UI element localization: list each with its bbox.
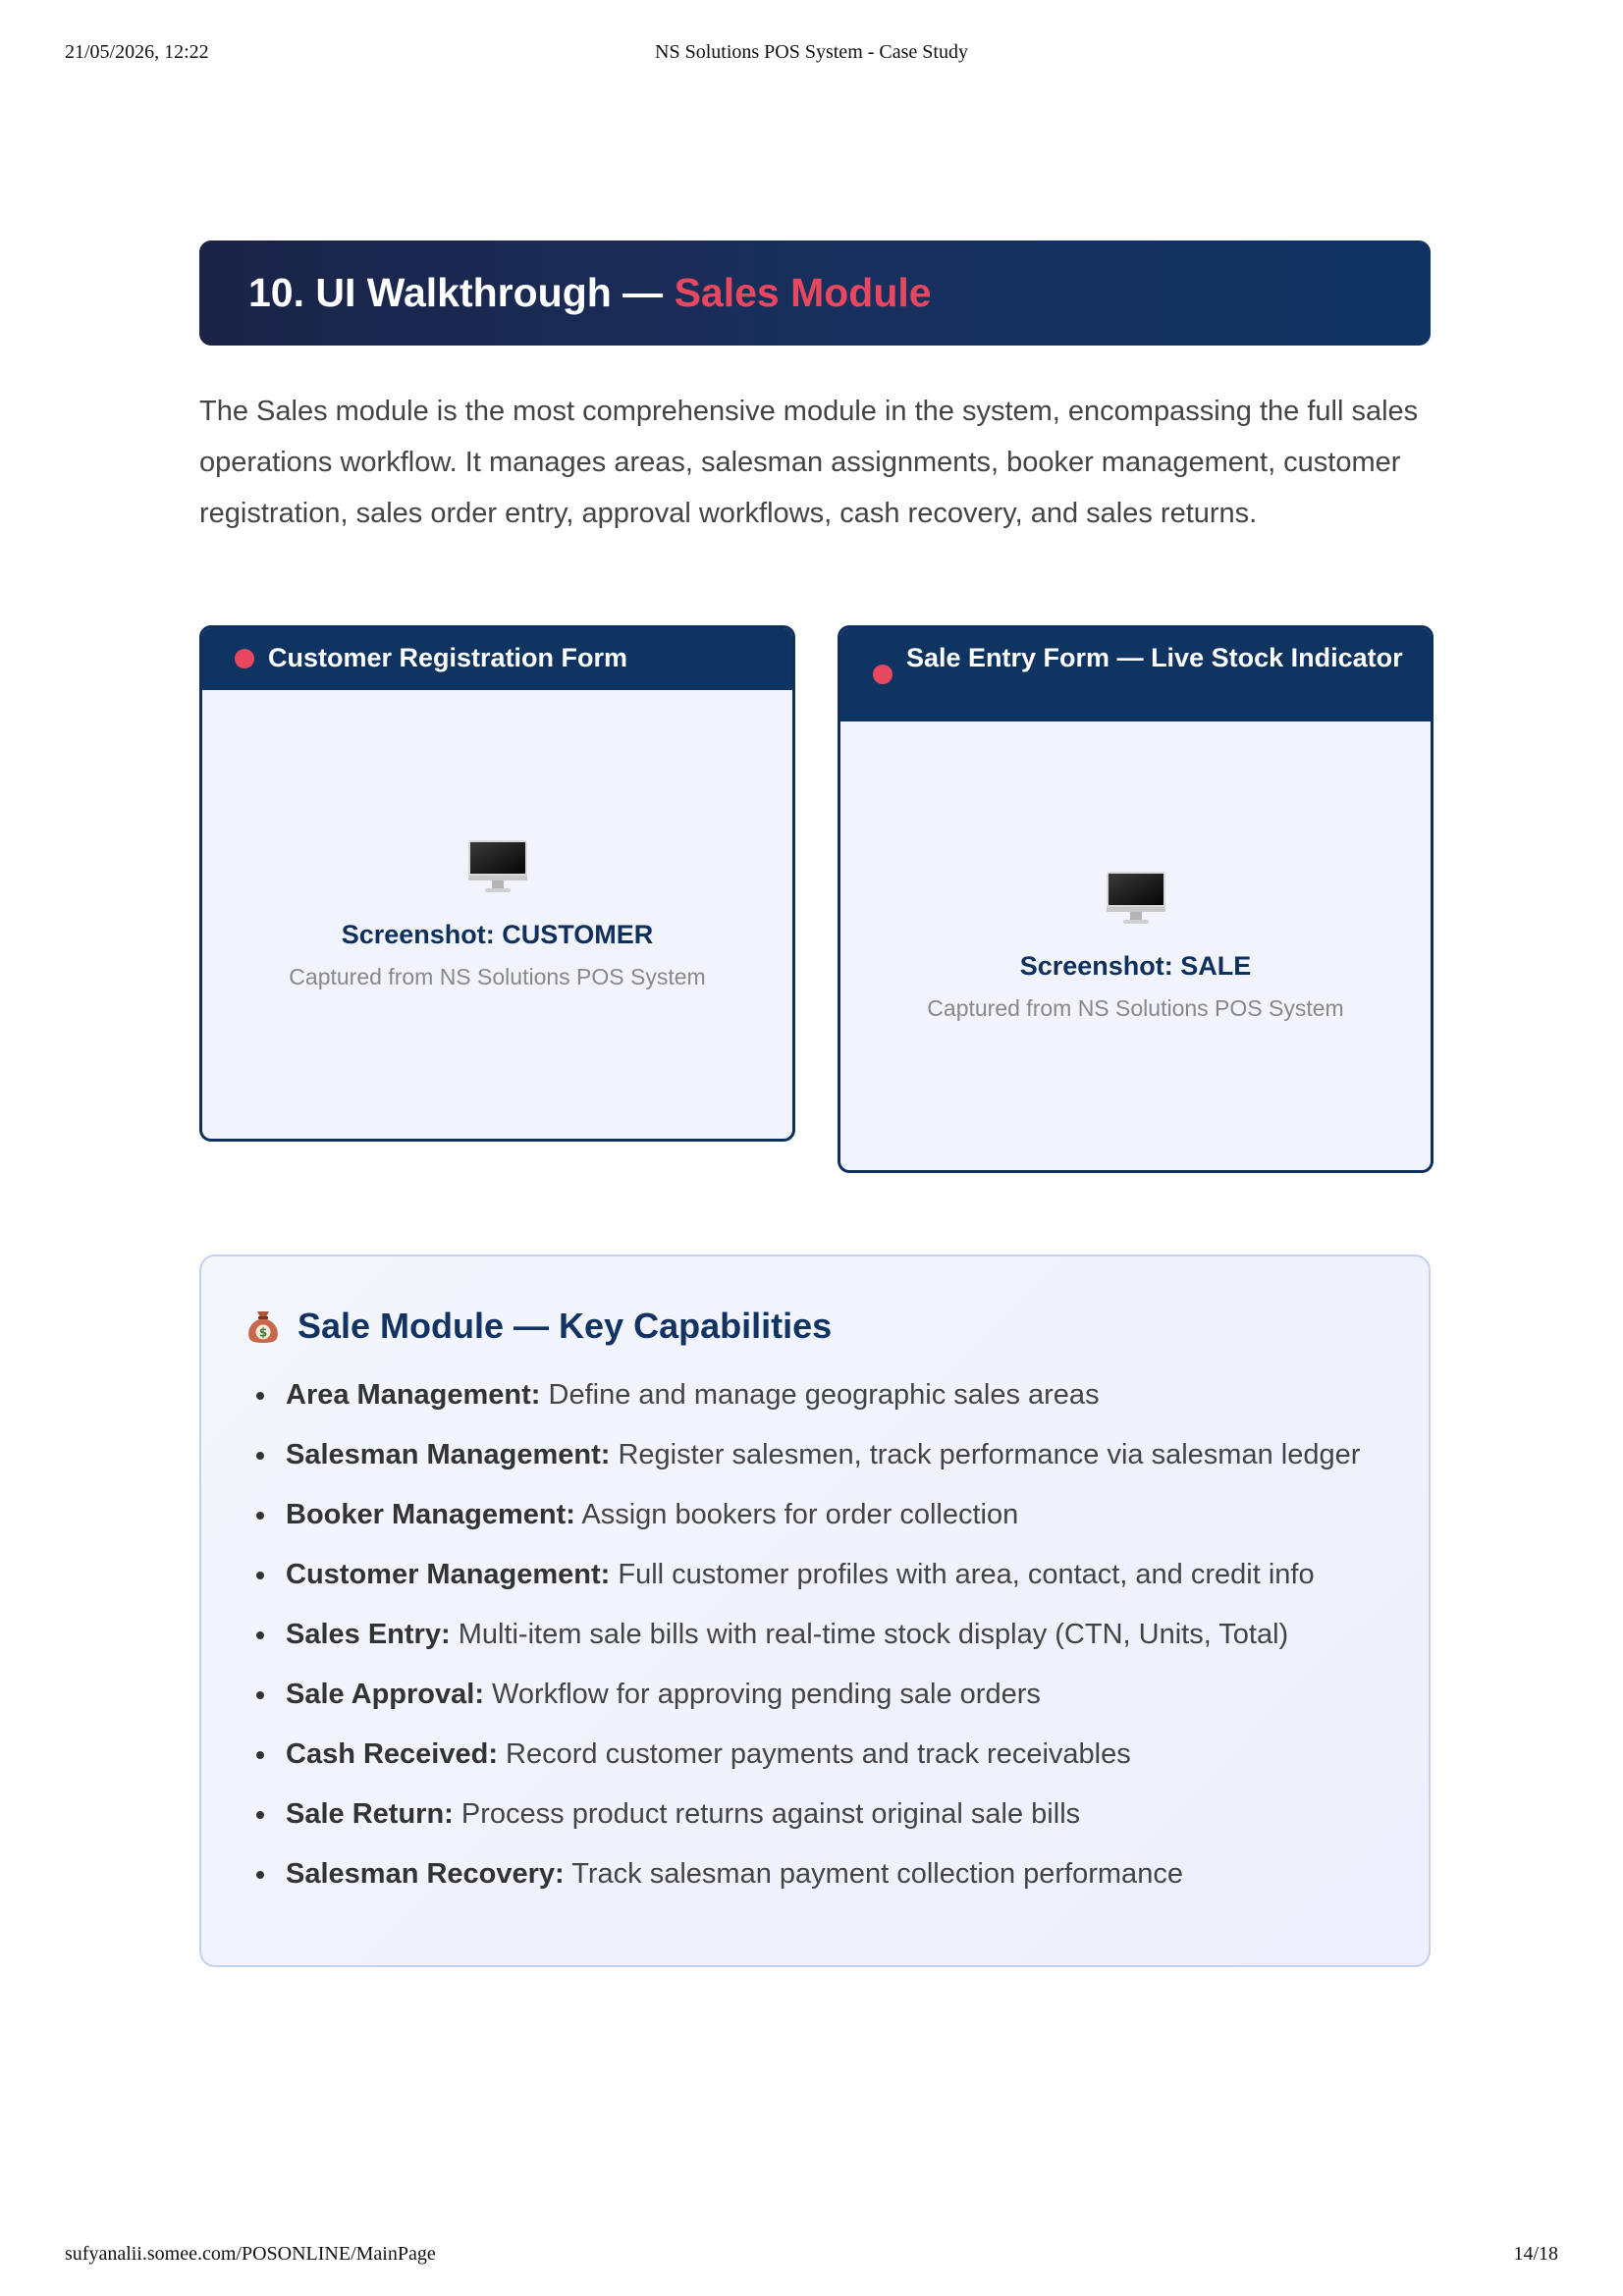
capability-label: Booker Management: [286,1499,575,1530]
capabilities-list [286,1369,1405,1908]
screenshot-title: Screenshot: SALE [1019,950,1252,981]
capability-label: Customer Management: [286,1559,611,1590]
money-bag-icon [246,1308,280,1345]
screenshot-card-customer [199,625,795,1142]
red-dot-icon [873,665,893,684]
monitor-icon [467,839,528,894]
list-item [286,1609,1405,1669]
capability-text: Define and manage geographic sales areas [540,1379,1100,1411]
list-item [286,1489,1405,1549]
capability-label: Sale Return: [286,1798,454,1830]
capability-label: Sale Approval: [286,1679,484,1710]
screenshot-caption: Captured from NS Solutions POS System [289,963,706,989]
capabilities-box [199,1255,1431,1967]
screenshot-card-header [840,628,1431,721]
intro-paragraph: The Sales module is the most comprehensive module in the system, encompassing the full sales operations workflow. It manages areas, salesman assignments, booker management, customer registration, sales order entry, approval workflows, cash recovery, and sales returns. [199,396,1419,529]
monitor-icon [1106,871,1166,926]
capability-text: Workflow for approving pending sale orders [483,1679,1041,1710]
print-page-number: 14/18 [1513,2243,1558,2265]
list-item [286,1729,1405,1789]
svg-text:$: $ [258,1325,268,1340]
capability-text: Multi-item sale bills with real-time stock display (CTN, Units, Total) [450,1619,1289,1650]
list-item [286,1369,1405,1429]
capability-label: Sales Entry: [286,1619,451,1650]
screenshot-placeholder [202,690,792,1139]
screenshot-placeholder [840,721,1431,1170]
capability-text: Record customer payments and track receivables [498,1738,1131,1770]
capability-label: Cash Received: [286,1738,498,1770]
list-item [286,1549,1405,1609]
capability-label: Salesman Recovery: [286,1858,565,1890]
screenshot-title: Screenshot: CUSTOMER [341,919,654,949]
print-datetime: 21/05/2026, 12:22 [65,41,209,63]
red-dot-icon [235,649,254,668]
list-item [286,1429,1405,1489]
screenshot-card-header-label: Customer Registration Form [268,643,628,672]
capability-text: Track salesman payment collection performance [564,1858,1183,1890]
capability-label: Salesman Management: [286,1439,611,1470]
capability-text: Full customer profiles with area, contact, and credit info [610,1559,1315,1590]
screenshot-card-header-label: Sale Entry Form — Live Stock Indicator [906,643,1403,672]
capability-text: Assign bookers for order collection [574,1499,1019,1530]
print-url: sufyanalii.somee.com/POSONLINE/MainPage [65,2243,436,2265]
capability-text: Process product returns against original sale bills [453,1798,1081,1830]
capability-label: Area Management: [286,1379,541,1411]
section-banner [199,240,1431,346]
section-title-accent: Sales Module [674,270,932,315]
screenshot-card-sale [838,625,1434,1173]
capability-text: Register salesmen, track performance via salesman ledger [610,1439,1361,1470]
screenshot-caption: Captured from NS Solutions POS System [927,994,1344,1021]
capabilities-heading [246,1306,832,1347]
section-title [248,270,932,316]
print-document-title: NS Solutions POS System - Case Study [655,41,968,63]
list-item [286,1789,1405,1848]
list-item [286,1848,1405,1908]
screenshot-card-header [202,628,792,690]
list-item [286,1669,1405,1729]
capabilities-title: Sale Module — Key Capabilities [298,1306,833,1346]
section-title-prefix: 10. UI Walkthrough — [248,270,675,315]
